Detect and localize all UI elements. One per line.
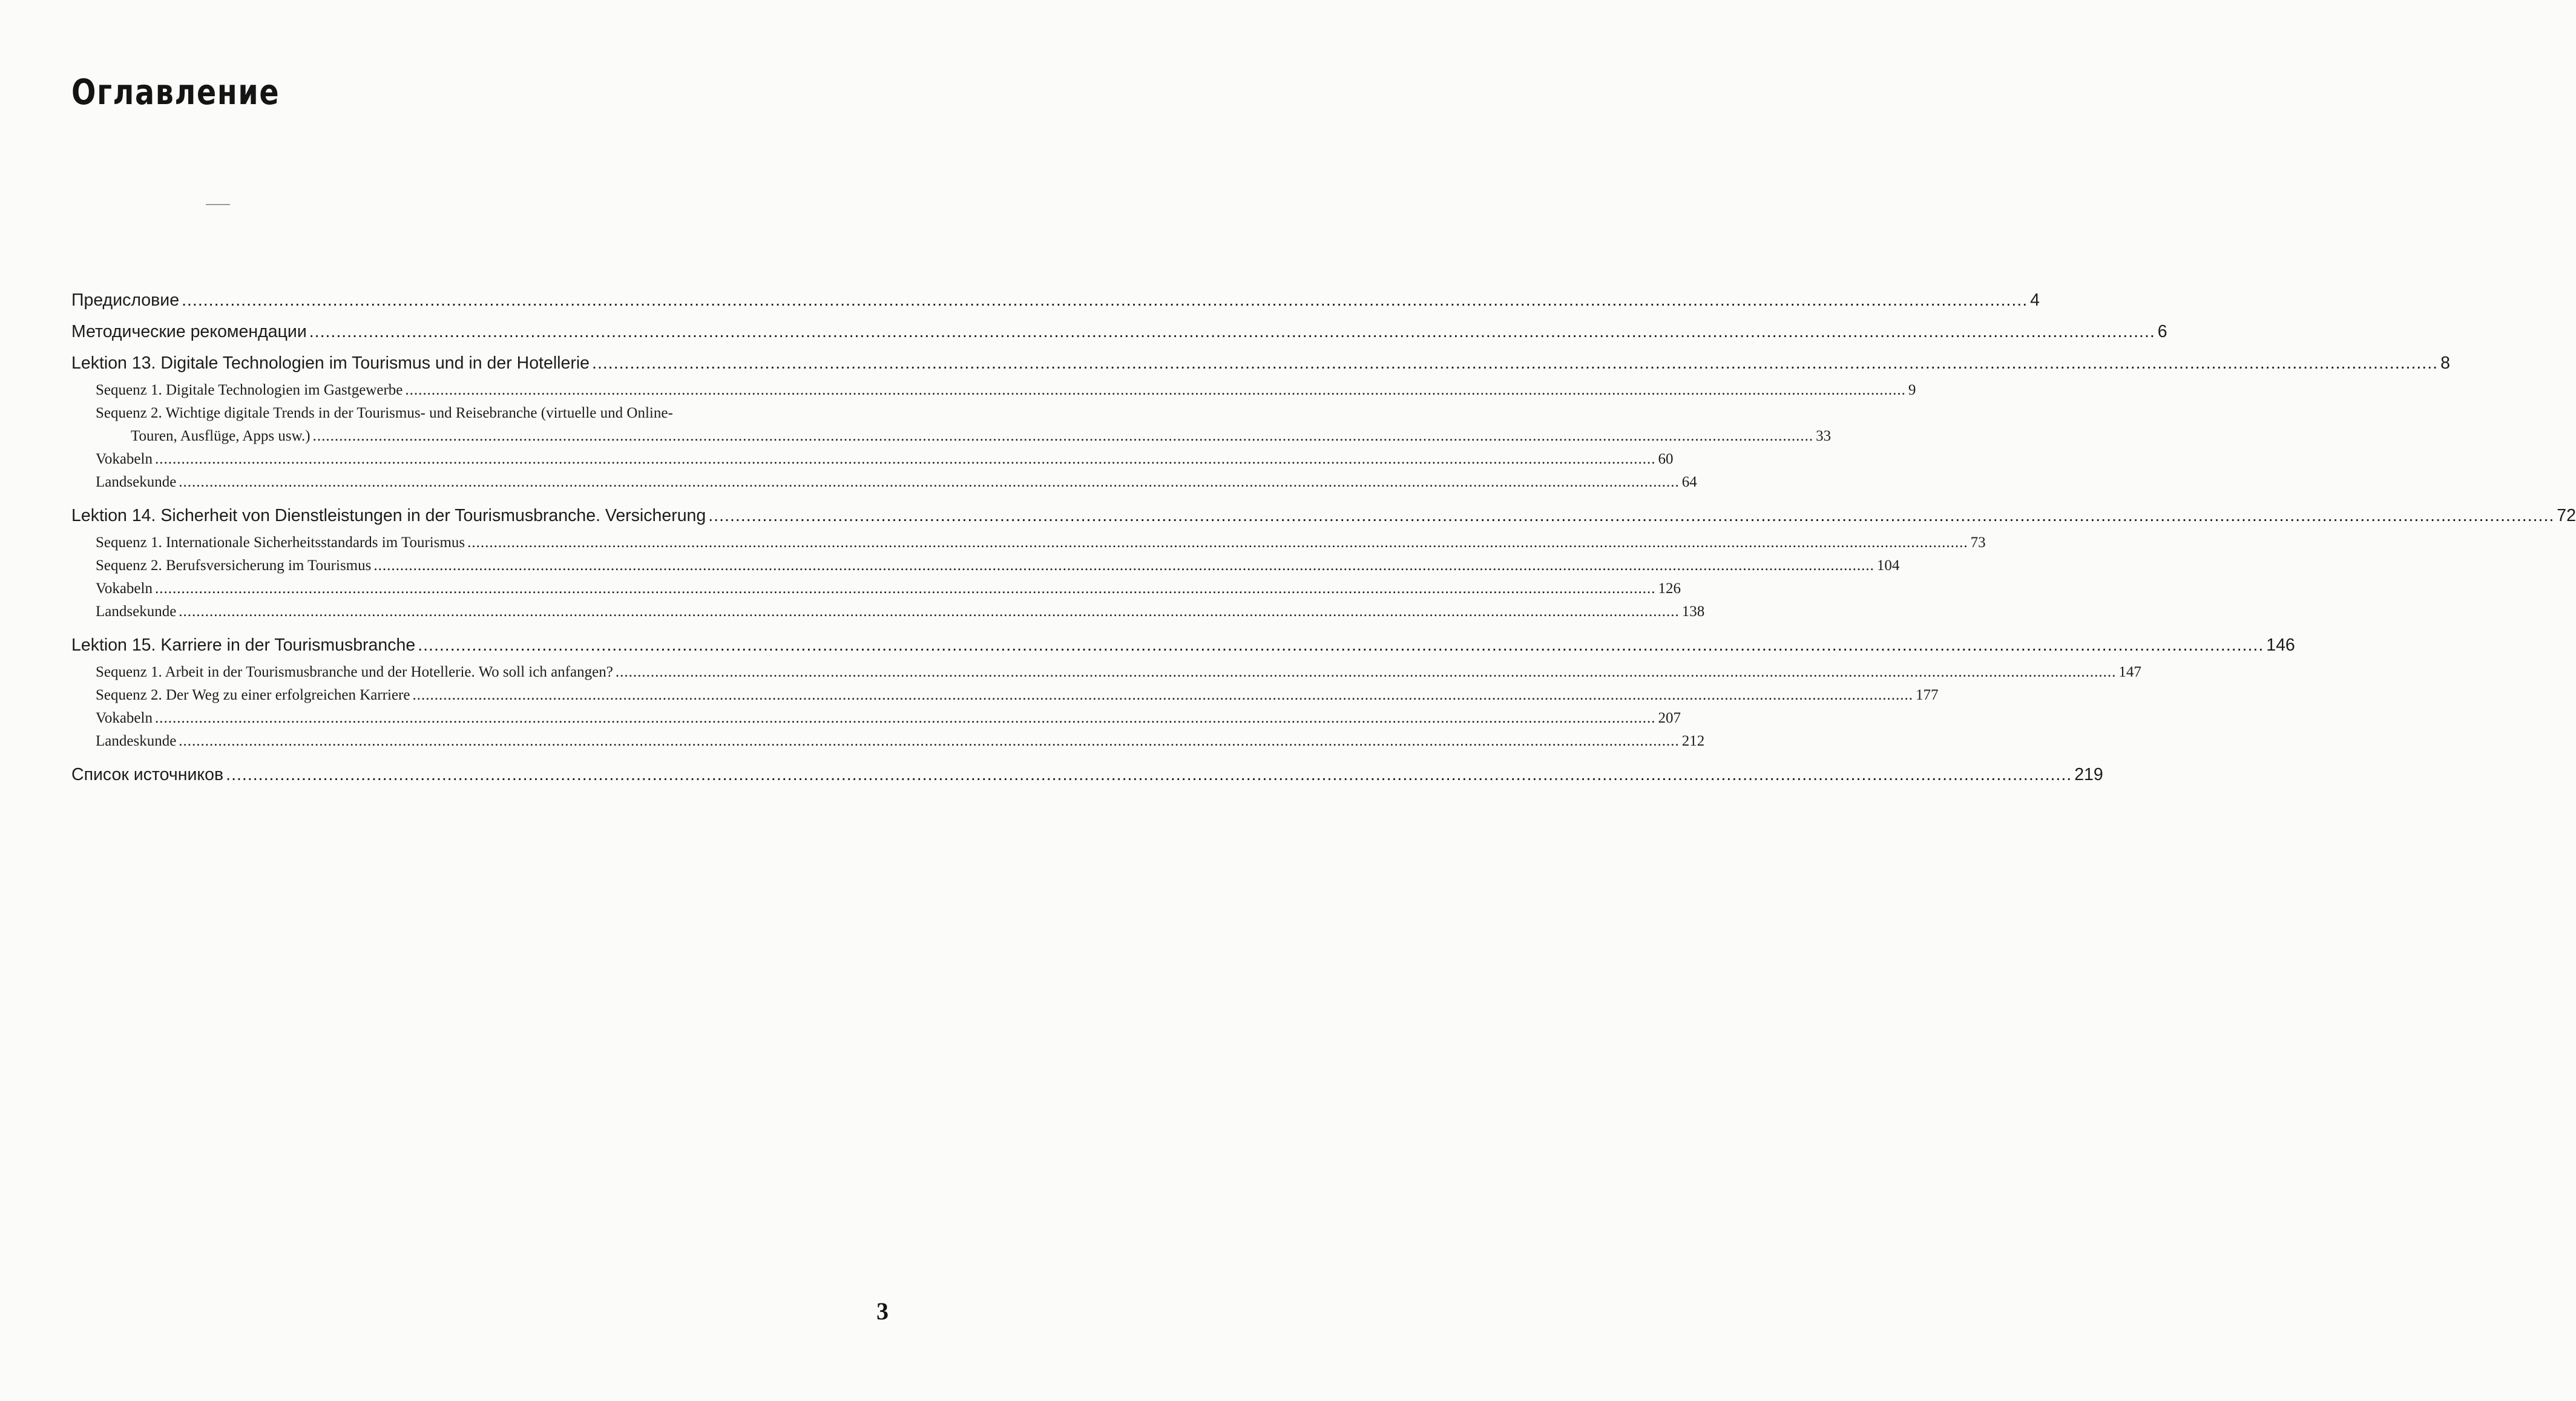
toc-entry-page: 9 bbox=[1908, 382, 1916, 398]
toc-subentry-l15-vokabeln bbox=[71, 707, 1681, 730]
toc-subentry-l14-landsekunde bbox=[71, 600, 1705, 623]
toc-entry-page: 60 bbox=[1658, 451, 1674, 467]
toc-entry-title: Sequenz 1. Internationale Sicherheitsstandards im Tourismus bbox=[96, 534, 465, 551]
toc-entry-title: Vokabeln bbox=[96, 580, 153, 597]
dot-leader bbox=[592, 347, 2438, 379]
toc-subentry-l13-landsekunde bbox=[71, 471, 1697, 494]
dot-leader bbox=[313, 425, 1814, 448]
toc-entry-sources bbox=[71, 759, 2103, 790]
toc-entry-title: Landsekunde bbox=[96, 603, 177, 620]
toc-entry-title: Sequenz 1. Arbeit in der Tourismusbranche und der Hotellerie. Wo soll ich anfangen? bbox=[96, 664, 613, 680]
toc-subentry-l13-sequenz-2 bbox=[71, 402, 1832, 448]
toc-entry-methodical-recommendations bbox=[71, 316, 2167, 347]
toc-entry-title: Sequenz 2. Der Weg zu einer erfolgreichen Karriere bbox=[96, 687, 410, 703]
dot-leader bbox=[418, 629, 2264, 661]
toc-entry-page: 4 bbox=[2030, 290, 2040, 310]
toc-subentry-l14-vokabeln bbox=[71, 577, 1681, 600]
toc-entry-page: 146 bbox=[2266, 635, 2295, 655]
dot-leader bbox=[179, 600, 1680, 623]
dot-leader bbox=[373, 554, 1874, 577]
toc-entry-title: Lektion 13. Digitale Technologien im Tourismus und in der Hotellerie bbox=[71, 353, 590, 373]
toc-entry-title: Landeskunde bbox=[96, 733, 177, 749]
toc-entry-title: Vokabeln bbox=[96, 451, 153, 467]
dot-leader bbox=[226, 759, 2072, 790]
toc-subentry-l14-sequenz-2 bbox=[71, 554, 1900, 577]
toc-entry-page: 72 bbox=[2557, 506, 2576, 525]
dot-leader bbox=[412, 684, 1913, 707]
toc-entry-preface bbox=[71, 284, 2040, 316]
toc-entry-title: Sequenz 1. Digitale Technologien im Gastgewerbe bbox=[96, 382, 403, 398]
toc-entry-lektion-14 bbox=[71, 500, 2576, 531]
toc-subentry-l15-landeskunde bbox=[71, 730, 1705, 753]
toc-entry-page: 177 bbox=[1915, 687, 1939, 703]
toc-entry-page: 219 bbox=[2074, 765, 2103, 784]
dot-leader bbox=[179, 730, 1680, 753]
toc-subentry-l15-sequenz-2 bbox=[71, 684, 1939, 707]
toc-entry-title: Список источников bbox=[71, 765, 224, 784]
toc-entry-title: Landsekunde bbox=[96, 474, 177, 490]
toc-entry-title: Sequenz 2. Wichtige digitale Trends in der Tourismus- und Reisebranche (virtuelle und Online- bbox=[96, 405, 673, 421]
toc-subentry-l13-vokabeln bbox=[71, 448, 1674, 471]
toc-entry-lektion-15 bbox=[71, 629, 2295, 661]
toc-entry-page: 207 bbox=[1658, 710, 1681, 726]
toc-entry-lektion-13 bbox=[71, 347, 2450, 379]
toc-entry-page: 212 bbox=[1681, 733, 1705, 749]
toc-entry-page: 6 bbox=[2157, 322, 2167, 341]
toc-entry-title: Предисловие bbox=[71, 290, 180, 310]
toc-entry-page: 33 bbox=[1816, 428, 1832, 444]
dot-leader bbox=[182, 284, 2028, 316]
toc-entry-page: 147 bbox=[2118, 664, 2141, 680]
toc-entry-title: Lektion 15. Karriere in der Tourismusbranche bbox=[71, 635, 416, 655]
toc-subentry-l14-sequenz-1 bbox=[71, 531, 1986, 554]
toc-entry-page: 138 bbox=[1681, 603, 1705, 620]
page-number: 3 bbox=[876, 1298, 889, 1325]
dot-leader bbox=[155, 448, 1656, 471]
toc-entry-page: 126 bbox=[1658, 580, 1681, 597]
dot-leader bbox=[155, 707, 1656, 730]
toc-entry-page: 64 bbox=[1681, 474, 1697, 490]
page-title: Оглавление bbox=[71, 71, 280, 113]
dot-leader bbox=[708, 500, 2554, 531]
toc-entry-title: Sequenz 2. Berufsversicherung im Tourismus bbox=[96, 557, 372, 574]
dot-leader bbox=[309, 316, 2155, 347]
dot-leader bbox=[155, 577, 1656, 600]
toc-entry-page: 8 bbox=[2440, 353, 2450, 373]
toc-entry-title: Lektion 14. Sicherheit von Dienstleistungen in der Tourismusbranche. Versicherung bbox=[71, 506, 706, 525]
dot-leader bbox=[179, 471, 1680, 494]
toc-entry-title-continued: Touren, Ausflüge, Apps usw.) bbox=[131, 428, 310, 444]
toc-entry-title: Методические рекомендации bbox=[71, 322, 307, 341]
toc-entry-page: 73 bbox=[1970, 534, 1986, 551]
toc-subentry-l13-sequenz-1 bbox=[71, 379, 1916, 402]
table-of-contents bbox=[71, 284, 2576, 790]
dot-leader bbox=[405, 379, 1906, 402]
toc-entry-page: 104 bbox=[1876, 557, 1900, 574]
dot-leader bbox=[616, 661, 2117, 684]
dot-leader bbox=[467, 531, 1968, 554]
toc-entry-title: Vokabeln bbox=[96, 710, 153, 726]
toc-subentry-l15-sequenz-1 bbox=[71, 661, 2141, 684]
decorative-dash bbox=[206, 204, 230, 205]
